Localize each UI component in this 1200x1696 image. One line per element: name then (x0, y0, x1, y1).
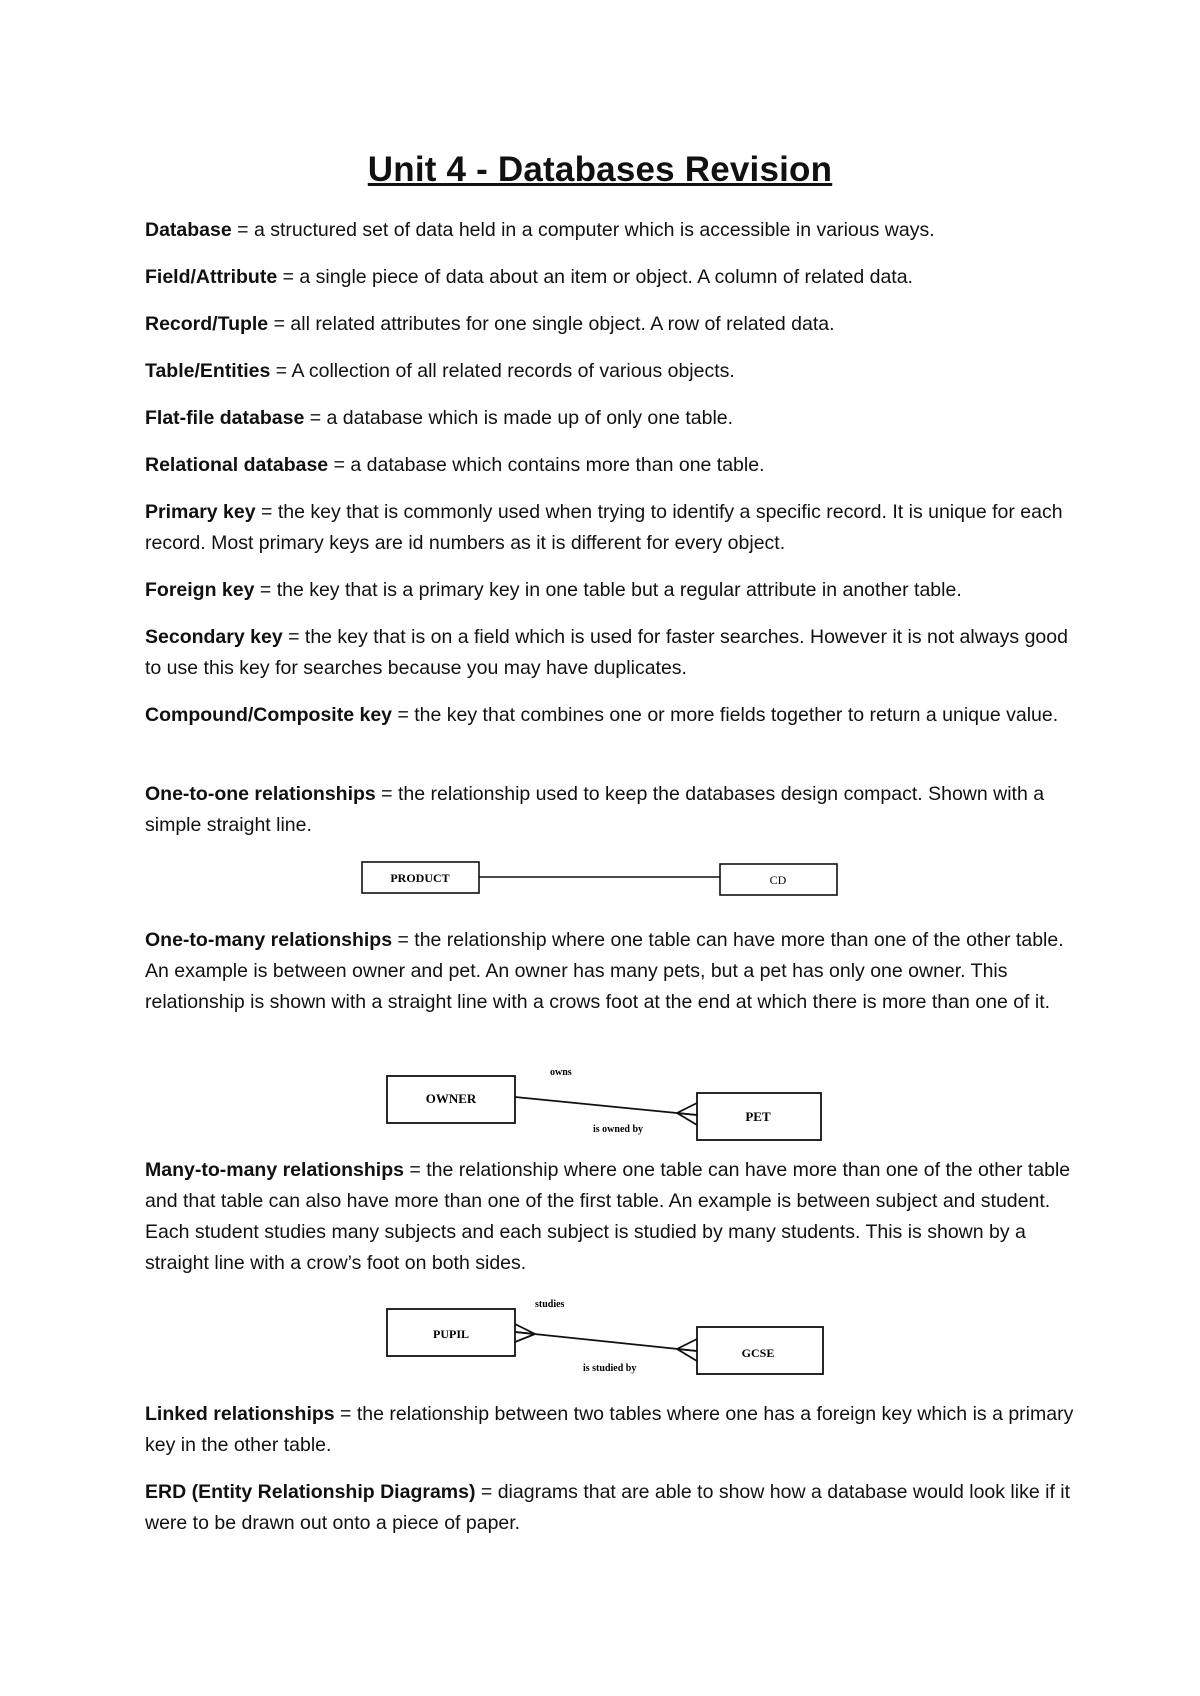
definition-text: a database which is made up of only one table. (326, 407, 734, 429)
definition-text: A collection of all related records of various objects. (291, 360, 735, 382)
term: Flat-file database (145, 407, 305, 429)
relationship-line (515, 1097, 697, 1115)
one-to-many-diagram (385, 1065, 825, 1145)
pupil-entity-label: PUPIL (433, 1327, 469, 1341)
separator: = (475, 1481, 498, 1503)
crows-foot-left-icon (515, 1324, 535, 1342)
definition-one-to-many (145, 925, 1075, 1018)
term: Record/Tuple (145, 313, 269, 335)
term: Foreign key (145, 579, 255, 601)
definition-erd (145, 1477, 1075, 1539)
definition-field-attribute (145, 262, 1075, 293)
definition-many-to-many (145, 1155, 1075, 1279)
term: ERD (Entity Relationship Diagrams) (145, 1481, 476, 1503)
separator: = (403, 1159, 427, 1181)
studies-label: studies (535, 1299, 565, 1310)
term: One-to-many relationships (145, 929, 393, 951)
term: Secondary key (145, 626, 283, 648)
definition-linked-relationships (145, 1399, 1075, 1461)
crows-foot-icon (677, 1103, 697, 1125)
separator: = (328, 454, 351, 476)
separator: = (231, 219, 254, 241)
is-studied-by-label: is studied by (583, 1363, 637, 1374)
definition-record-tuple (145, 309, 1075, 340)
crows-foot-right-icon (677, 1339, 697, 1361)
separator: = (392, 929, 415, 951)
definition-secondary-key (145, 622, 1075, 684)
term: Table/Entities (145, 360, 271, 382)
term: Primary key (145, 501, 256, 523)
cd-entity-label: CD (769, 873, 787, 887)
term: Linked relationships (145, 1403, 335, 1425)
definition-text: all related attributes for one single object. A row of related data. (290, 313, 835, 335)
definition-one-to-one (145, 779, 1075, 841)
term: One-to-one relationships (145, 783, 376, 805)
definition-text: the relationship where one table can have more than one of the other table and that table can also have more than one of the first table. An example is between subject and student. Each student studies many subjects and each subject is studied by many students. This is shown by a straight line with a crow’s foot on both sides. (145, 1159, 1071, 1274)
many-to-many-diagram (385, 1298, 825, 1383)
separator: = (255, 501, 278, 523)
definition-text: diagrams that are able to show how a database would look like if it were to be drawn out onto a piece of paper. (145, 1481, 1071, 1534)
page-title: Unit 4 - Databases Revision (367, 150, 833, 189)
term: Compound/Composite key (145, 704, 393, 726)
separator: = (375, 783, 398, 805)
separator: = (334, 1403, 357, 1425)
term: Database (145, 219, 232, 241)
definition-relational-database (145, 450, 1075, 481)
pet-entity-label: PET (745, 1109, 771, 1124)
relationship-line (515, 1332, 697, 1351)
owns-label: owns (550, 1067, 572, 1078)
definition-text: the relationship where one table can have more than one of the other table. An example is between owner and pet. An owner has many pets, but a pet has only one owner. This relationship is shown with a straight line with a crows foot at the end at which there is more than one of it. (145, 929, 1064, 1013)
separator: = (254, 579, 277, 601)
definition-text: a structured set of data held in a computer which is accessible in various ways. (253, 219, 935, 241)
is-owned-by-label: is owned by (593, 1124, 644, 1135)
term: Field/Attribute (145, 266, 278, 288)
separator: = (282, 626, 305, 648)
gcse-entity-label: GCSE (741, 1346, 775, 1360)
separator: = (277, 266, 300, 288)
definition-flat-file-database (145, 403, 1075, 434)
one-to-one-diagram (360, 860, 842, 900)
definition-text: the key that is a primary key in one table but a regular attribute in another table. (276, 579, 962, 601)
definition-text: the relationship between two tables where one has a foreign key which is a primary key in the other table. (145, 1403, 1074, 1456)
definition-table-entities (145, 356, 1075, 387)
product-entity-label: PRODUCT (390, 871, 450, 885)
separator: = (270, 360, 292, 382)
definition-text: the key that combines one or more fields together to return a unique value. (414, 704, 1059, 726)
definition-text: the key that is commonly used when trying to identify a specific record. It is unique for each record. Most primary keys are id numbers as it is different for every object. (145, 501, 1063, 554)
definition-text: the relationship used to keep the databases design compact. Shown with a simple straight line. (145, 783, 1045, 836)
definition-text: a database which contains more than one table. (350, 454, 765, 476)
owner-entity-label: OWNER (425, 1091, 477, 1106)
definition-text: a single piece of data about an item or object. A column of related data. (299, 266, 913, 288)
separator: = (392, 704, 415, 726)
definition-database (145, 215, 1075, 246)
separator: = (268, 313, 291, 335)
definition-foreign-key (145, 575, 1075, 606)
definition-primary-key (145, 497, 1075, 559)
definition-text: the key that is on a field which is used for faster searches. However it is not always good to use this key for searches because you may have duplicates. (145, 626, 1068, 679)
term: Relational database (145, 454, 329, 476)
term: Many-to-many relationships (145, 1159, 404, 1181)
separator: = (304, 407, 327, 429)
definition-compound-composite-key (145, 700, 1075, 731)
